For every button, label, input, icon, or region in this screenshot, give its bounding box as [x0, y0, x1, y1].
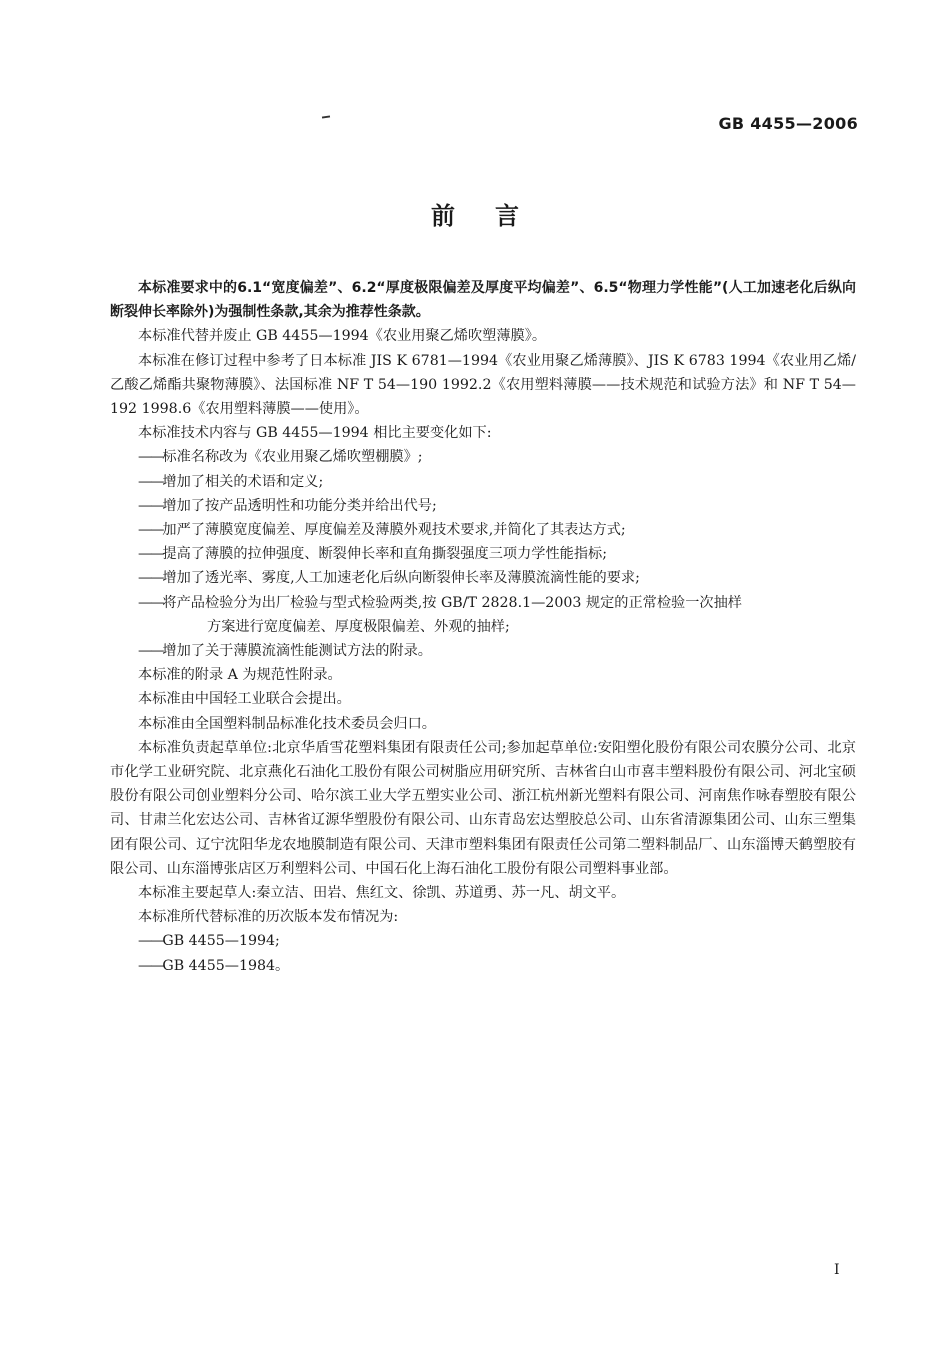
drafters-paragraph: 本标准主要起草人:秦立洁、田岩、焦红文、徐凯、苏道勇、苏一凡、胡文平。 — [138, 885, 626, 902]
page-title: 前言 — [431, 202, 559, 230]
document-body — [110, 276, 856, 978]
scan-speck — [322, 115, 330, 118]
mandatory-clause-paragraph: 本标准要求中的6.1“宽度偏差”、6.2“厚度极限偏差及厚度平均偏差”、6.5“物理力学性能”(人工加速老化后纵向断裂伸长率除外)为强制性条款,其余为推荐性条款。 — [110, 280, 856, 321]
replacement-paragraph: 本标准代替并废止 GB 4455—1994《农业用聚乙烯吹塑薄膜》。 — [138, 328, 547, 345]
change-item: ——将产品检验分为出厂检验与型式检验两类,按 GB/T 2828.1—2003 规定的正常检验一次抽样 — [138, 594, 742, 611]
change-item: ——加严了薄膜宽度偏差、厚度偏差及薄膜外观技术要求,并简化了其表达方式; — [138, 522, 626, 539]
change-item: ——提高了薄膜的拉伸强度、断裂伸长率和直角撕裂强度三项力学性能指标; — [138, 546, 607, 563]
page-number: I — [834, 1262, 840, 1278]
history-intro-paragraph: 本标准所代替标准的历次版本发布情况为: — [138, 909, 399, 926]
appendix-paragraph: 本标准的附录 A 为规范性附录。 — [138, 667, 342, 684]
change-item: ——增加了透光率、雾度,人工加速老化后纵向断裂伸长率及薄膜流滴性能的要求; — [138, 570, 640, 587]
change-item-continuation: 方案进行宽度偏差、厚度极限偏差、外观的抽样; — [207, 618, 510, 635]
change-item: ——标准名称改为《农业用聚乙烯吹塑棚膜》; — [138, 449, 423, 466]
history-item: ——GB 4455—1994; — [138, 933, 280, 950]
drafting-units-paragraph: 本标准负责起草单位:北京华盾雪花塑料集团有限责任公司;参加起草单位:安阳塑化股份有限公司农膜分公司、北京市化学工业研究院、北京燕化石油化工股份有限公司树脂应用研究所、吉林省白山市喜丰塑料股份有限公司、河北宝硕股份有限公司创业塑料分公司、哈尔滨工业大学五塑实业公司、浙江杭州新光塑料有限公司、河南焦作咏春塑胶有限公司、甘肃兰化宏达公司、吉林省辽源华塑股份有限公司、山东青岛宏达塑胶总公司、山东省清源集团公司、山东三塑集团有限公司、辽宁沈阳华龙农地膜制造有限公司、天津市塑料集团有限责任公司第二塑料制品厂、山东淄博天鹤塑胶有限公司、山东淄博张店区万利塑料公司、中国石化上海石油化工股份有限公司塑料事业部。 — [110, 739, 856, 877]
standard-code: GB 4455—2006 — [718, 114, 858, 133]
changes-intro-paragraph: 本标准技术内容与 GB 4455—1994 相比主要变化如下: — [138, 425, 492, 442]
history-item: ——GB 4455—1984。 — [138, 957, 290, 974]
change-item: ——增加了关于薄膜流滴性能测试方法的附录。 — [138, 643, 432, 660]
proposer-paragraph: 本标准由中国轻工业联合会提出。 — [138, 691, 351, 708]
reference-standards-paragraph: 本标准在修订过程中参考了日本标准 JIS K 6781—1994《农业用聚乙烯薄膜》、JIS K 6783 1994《农业用乙烯/乙酸乙烯酯共聚物薄膜》、法国标准 NF T 54—190 1992.2《农用塑料薄膜——技术规范和试验方法》和 NF T 54—192 1998.6《农用塑料薄膜——使用》。 — [110, 352, 856, 418]
committee-paragraph: 本标准由全国塑料制品标准化技术委员会归口。 — [138, 715, 436, 732]
change-item: ——增加了相关的术语和定义; — [138, 473, 324, 490]
change-item: ——增加了按产品透明性和功能分类并给出代号; — [138, 497, 437, 514]
